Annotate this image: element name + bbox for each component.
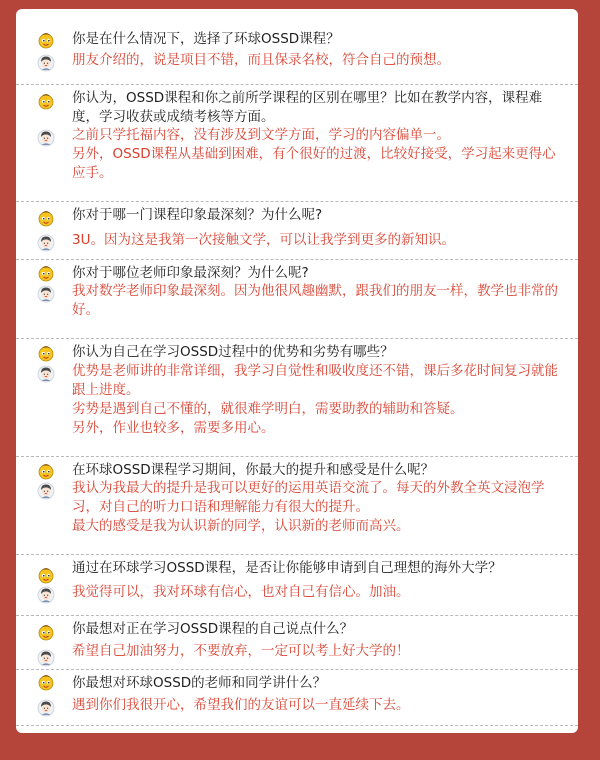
answer-paragraph: 我对数学老师印象最深刻。因为他很风趣幽默，跟我们的朋友一样，教学也非常的好。 — [72, 283, 558, 318]
answer-text — [72, 642, 566, 661]
yellow-cartoon-avatar-icon — [37, 566, 55, 584]
student-avatar-icon — [37, 649, 55, 667]
question-text: 你认为，OSSD课程和你之前所学课程的区别在哪里？比如在教学内容，课程难度，学习收获或成绩考核等方面。 — [72, 90, 543, 125]
student-avatar-icon — [37, 586, 55, 604]
answer-text — [72, 583, 566, 602]
qa-block — [16, 616, 578, 670]
question-text: 在环球OSSD课程学习期间，你最大的提升和感受是什么呢？ — [72, 462, 435, 478]
answer-row — [16, 696, 578, 715]
answer-paragraph: 遇到你们我很开心，希望我们的友谊可以一直延续下去。 — [72, 697, 410, 713]
yellow-cartoon-avatar-icon — [37, 623, 55, 641]
qa-block — [16, 457, 578, 555]
question-row — [16, 670, 578, 693]
answer-paragraph: 劣势是遇到自己不懂的，就很难学明白，需要助教的辅助和答疑。 — [72, 401, 464, 417]
answer-row — [16, 583, 578, 602]
answer-paragraph: 希望自己加油努力，不要放弃，一定可以考上好大学的！ — [72, 643, 410, 659]
yellow-cartoon-avatar-icon — [37, 344, 55, 362]
question-row — [16, 457, 578, 480]
answer-paragraph: 最大的感受是我为认识新的同学，认识新的老师而高兴。 — [72, 518, 410, 534]
answer-text — [72, 362, 566, 438]
answer-row — [16, 362, 578, 438]
qa-block — [16, 555, 578, 616]
answer-text — [72, 231, 566, 250]
student-avatar-icon — [37, 129, 55, 147]
answer-paragraph: 之前只学托福内容，没有涉及到文学方面，学习的内容偏单一。 — [72, 127, 450, 143]
yellow-cartoon-avatar-icon — [37, 209, 55, 227]
question-row — [16, 85, 578, 127]
student-avatar-icon — [37, 234, 55, 252]
answer-text — [72, 479, 566, 536]
question-text: 你对于哪位老师印象最深刻？为什么呢? — [72, 265, 309, 281]
question-row — [16, 616, 578, 639]
question-row — [16, 260, 578, 283]
qa-block — [16, 260, 578, 339]
answer-row — [16, 642, 578, 661]
question-text: 你对于哪一门课程印象最深刻？为什么呢? — [72, 207, 323, 223]
answer-paragraph: 3U。因为这是我第一次接触文学，可以让我学到更多的新知识。 — [72, 232, 455, 248]
yellow-cartoon-avatar-icon — [37, 673, 55, 691]
question-row — [16, 555, 578, 578]
question-text: 你最想对正在学习OSSD课程的自己说点什么？ — [72, 621, 354, 637]
question-text: 你是在什么情况下，选择了环球OSSD课程？ — [72, 31, 340, 47]
answer-paragraph: 另外，OSSD课程从基础到困难，有个很好的过渡，比较好接受，学习起来更得心应手。 — [72, 146, 556, 181]
yellow-cartoon-avatar-icon — [37, 92, 55, 110]
question-text: 你认为自己在学习OSSD过程中的优势和劣势有哪些？ — [72, 344, 394, 360]
qa-block — [16, 85, 578, 202]
answer-text — [72, 51, 566, 70]
qa-block — [16, 26, 578, 85]
student-avatar-icon — [37, 365, 55, 383]
answer-paragraph: 我认为我最大的提升是我可以更好的运用英语交流了。每天的外教全英文浸泡学习，对自己的听力口语和理解能力有很大的提升。 — [72, 480, 545, 515]
answer-text — [72, 696, 566, 715]
answer-row — [16, 51, 578, 70]
qa-block — [16, 670, 578, 726]
answer-text — [72, 282, 566, 320]
answer-paragraph: 我觉得可以，我对环球有信心，也对自己有信心。加油。 — [72, 584, 410, 600]
answer-paragraph: 优势是老师讲的非常详细，我学习自觉性和吸收度还不错，课后多花时间复习就能跟上进度。 — [72, 363, 558, 398]
qa-block — [16, 202, 578, 260]
answer-paragraph: 朋友介绍的，说是项目不错，而且保录名校，符合自己的预想。 — [72, 52, 450, 68]
question-row — [16, 26, 578, 49]
answer-row — [16, 479, 578, 536]
answer-row — [16, 282, 578, 320]
question-text: 通过在环球学习OSSD课程，是否让你能够申请到自己理想的海外大学？ — [72, 560, 502, 576]
question-text: 你最想对环球OSSD的老师和同学讲什么？ — [72, 675, 327, 691]
answer-row — [16, 126, 578, 183]
answer-text — [72, 126, 566, 183]
yellow-cartoon-avatar-icon — [37, 462, 55, 480]
student-avatar-icon — [37, 54, 55, 72]
question-row — [16, 339, 578, 362]
answer-row — [16, 231, 578, 250]
question-row — [16, 202, 578, 225]
yellow-cartoon-avatar-icon — [37, 31, 55, 49]
student-avatar-icon — [37, 285, 55, 303]
answer-paragraph: 另外，作业也较多，需要多用心。 — [72, 420, 275, 436]
student-avatar-icon — [37, 482, 55, 500]
interview-card — [16, 9, 578, 733]
yellow-cartoon-avatar-icon — [37, 264, 55, 282]
student-avatar-icon — [37, 699, 55, 717]
qa-block — [16, 339, 578, 457]
